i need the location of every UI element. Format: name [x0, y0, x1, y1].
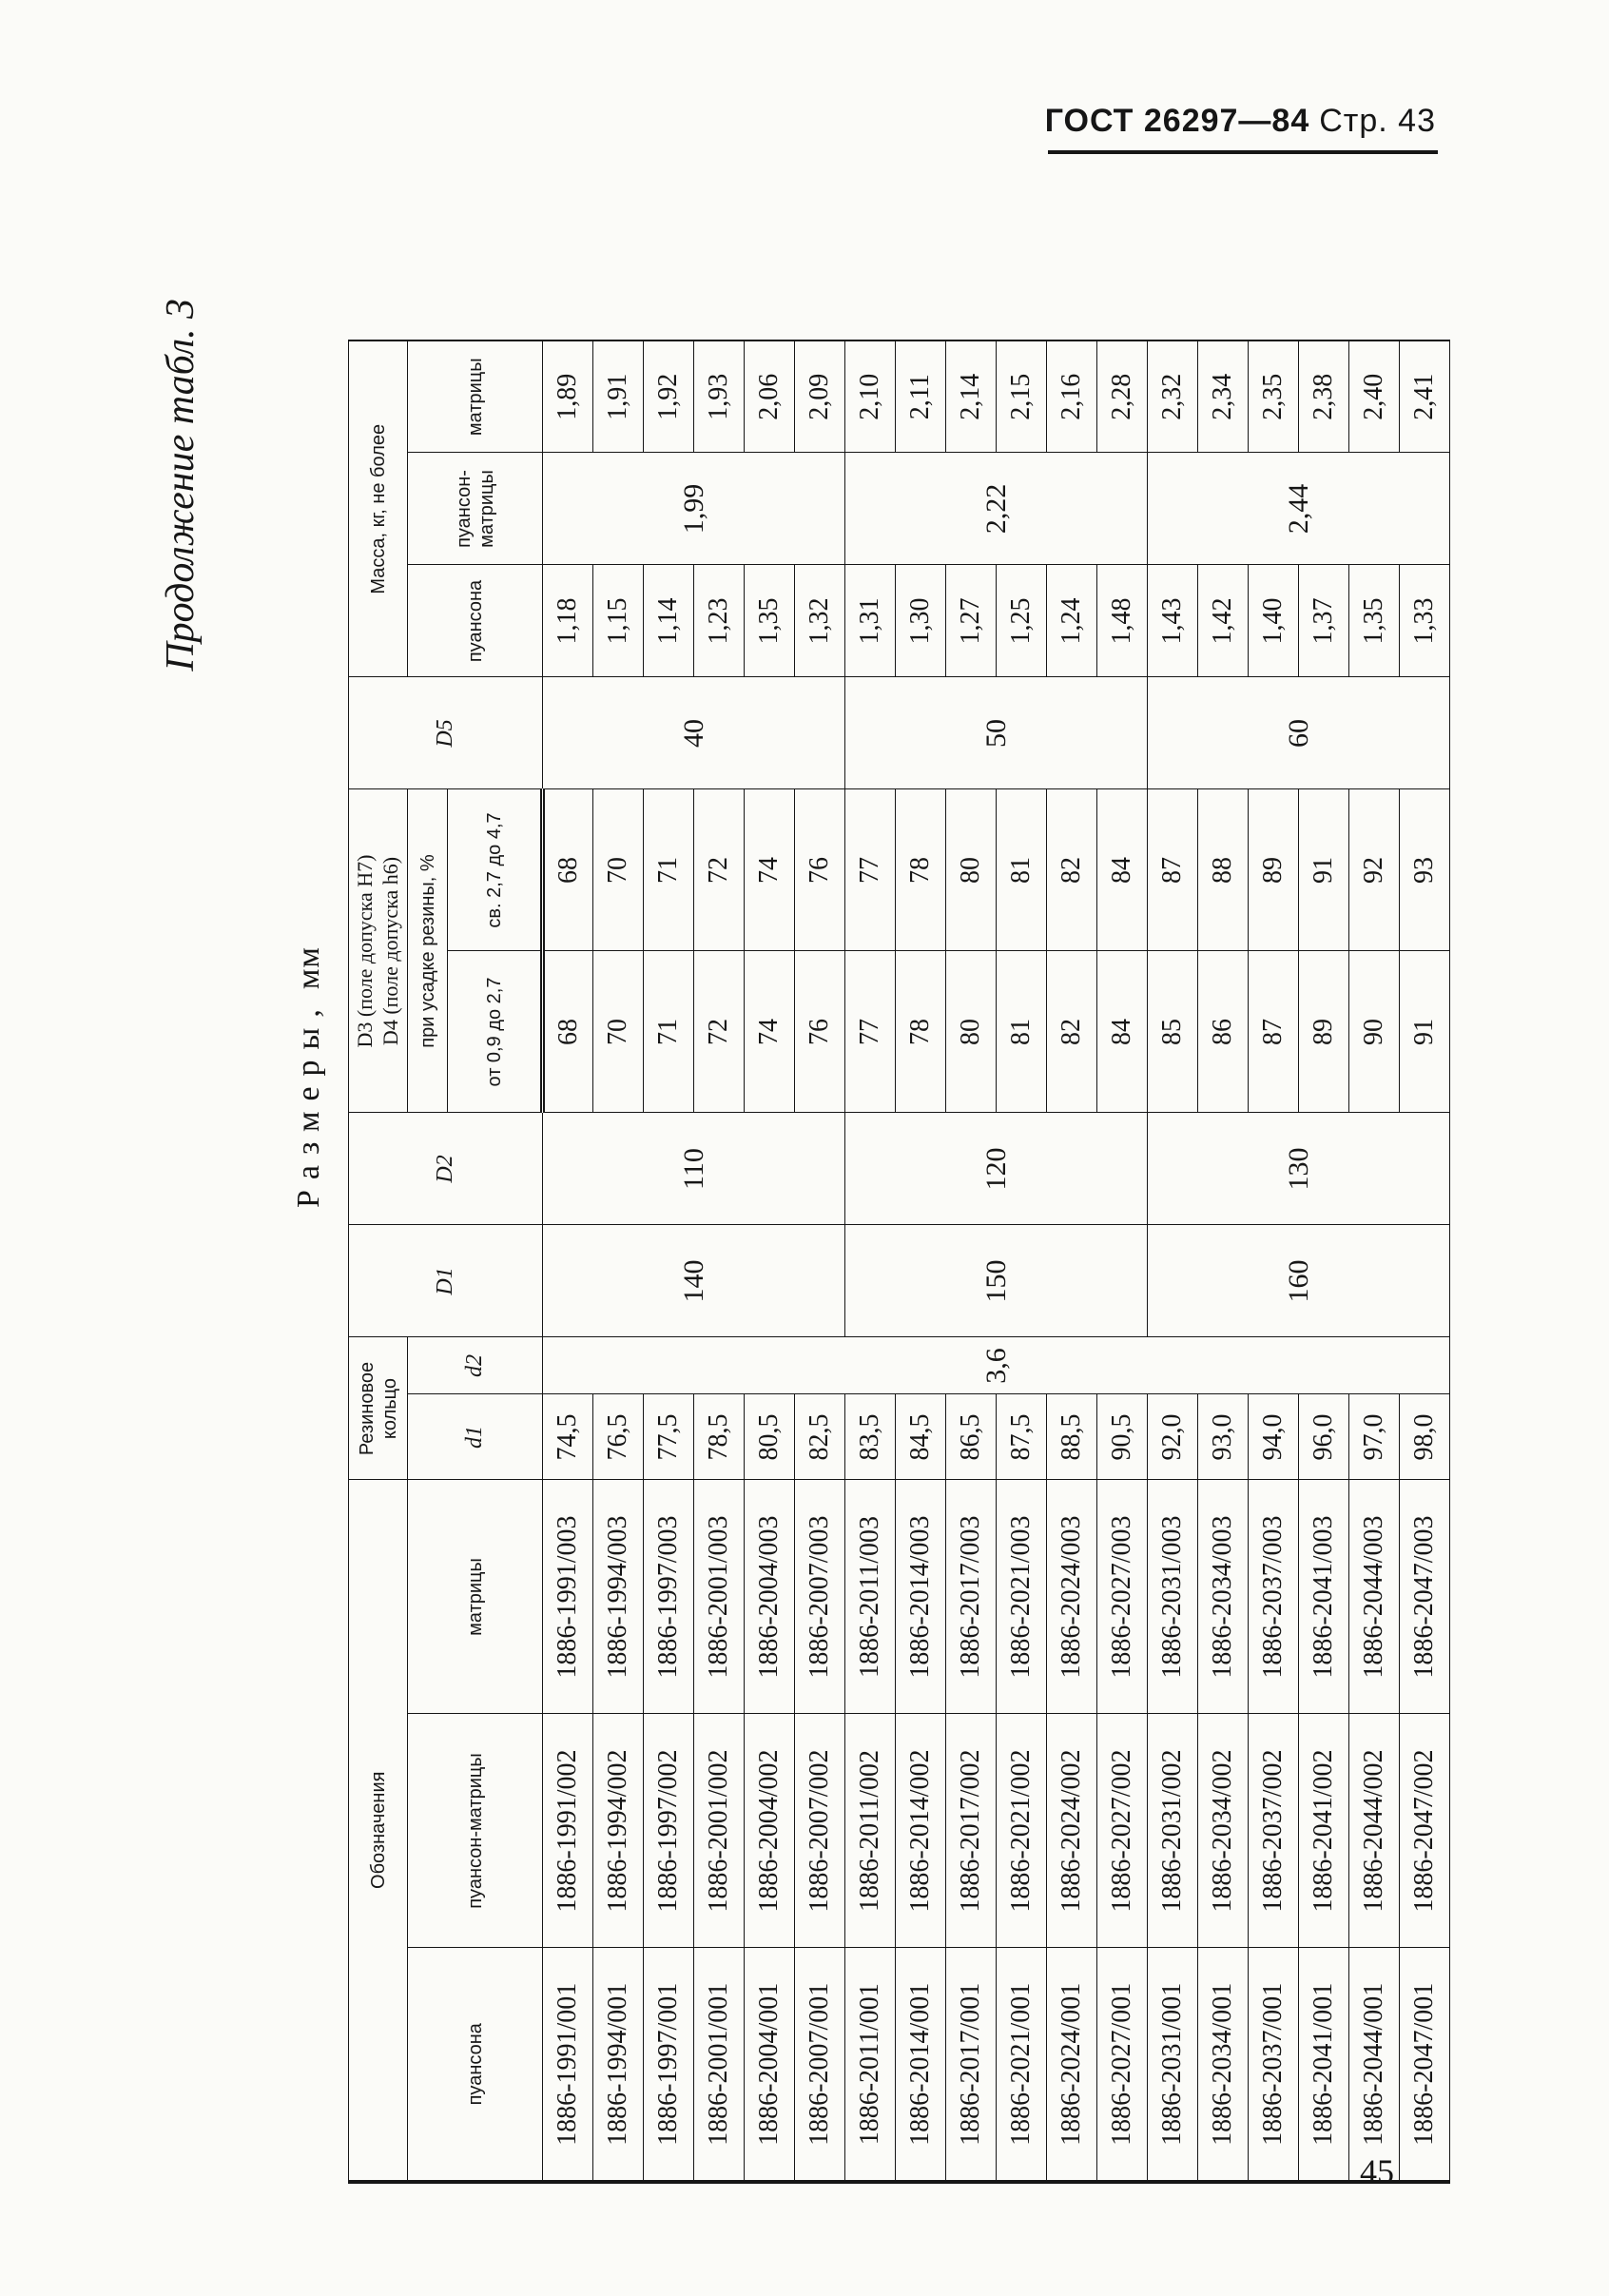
punch-die-designation: 1886-2027/002 [1097, 1714, 1148, 1948]
mass-punch-value: 1,32 [795, 565, 845, 677]
page-label: Стр. 43 [1319, 103, 1436, 139]
mass-punch-value: 1,18 [543, 565, 593, 677]
D2-header: D2 [349, 1113, 543, 1225]
ring-d1-value: 88,5 [1047, 1394, 1097, 1480]
punch-designation: 1886-2011/001 [845, 1948, 896, 2182]
punch-designation: 1886-2014/001 [896, 1948, 946, 2182]
D3-high-shrink-value: 87 [1148, 789, 1198, 951]
D1-value: 140 [543, 1225, 845, 1337]
die-designation: 1886-2014/003 [896, 1480, 946, 1714]
header-rule [1048, 150, 1438, 154]
standard-number: ГОСТ 26297—84 [1044, 103, 1310, 139]
D1-header: D1 [349, 1225, 543, 1337]
punch-die-designation: 1886-2031/002 [1148, 1714, 1198, 1948]
mass-punch-die-header: пуансон-матрицы [408, 453, 543, 565]
ring-d1-value: 83,5 [845, 1394, 896, 1480]
D3-D4-header: D3 (поле допуска H7) D4 (поле допуска h6) [349, 789, 408, 1113]
mass-punch-header: пуансона [408, 565, 543, 677]
die-designation: 1886-2047/003 [1400, 1480, 1450, 1714]
punch-die-designation: 1886-1997/002 [644, 1714, 694, 1948]
dimensions-table [348, 340, 1450, 2184]
die-designation: 1886-2034/003 [1198, 1480, 1249, 1714]
D3-high-shrink-value: 78 [896, 789, 946, 951]
mass-header: Масса, кг, не более [349, 341, 408, 677]
D2-value: 110 [543, 1113, 845, 1225]
mass-punch-value: 1,35 [745, 565, 795, 677]
shrink-low-header: от 0,9 до 2,7 [448, 951, 543, 1113]
mass-die-value: 2,28 [1097, 341, 1148, 453]
punch-designation: 1886-2027/001 [1097, 1948, 1148, 2182]
ring-header: Резиновое кольцо [349, 1337, 408, 1480]
D3-low-shrink-value: 74 [745, 951, 795, 1113]
mass-die-value: 1,92 [644, 341, 694, 453]
mass-punch-value: 1,31 [845, 565, 896, 677]
die-designation: 1886-2031/003 [1148, 1480, 1198, 1714]
mass-die-value: 2,41 [1400, 341, 1450, 453]
page-header [1045, 103, 1436, 140]
die-designation: 1886-2037/003 [1249, 1480, 1299, 1714]
die-designation: 1886-2017/003 [946, 1480, 997, 1714]
die-designation: 1886-1997/003 [644, 1480, 694, 1714]
D3-low-shrink-value: 72 [694, 951, 745, 1113]
die-designation: 1886-2024/003 [1047, 1480, 1097, 1714]
D1-value: 150 [845, 1225, 1148, 1337]
punch-die-designation: 1886-2024/002 [1047, 1714, 1097, 1948]
mass-punch-die-value: 2,22 [845, 453, 1148, 565]
ring-d2-value: 3,6 [543, 1337, 1450, 1394]
D3-low-shrink-value: 84 [1097, 951, 1148, 1113]
punch-die-designation: 1886-1994/002 [593, 1714, 644, 1948]
mass-punch-value: 1,25 [997, 565, 1047, 677]
mass-die-value: 2,09 [795, 341, 845, 453]
D3-high-shrink-value: 77 [845, 789, 896, 951]
mass-die-value: 2,34 [1198, 341, 1249, 453]
punch-designation: 1886-2034/001 [1198, 1948, 1249, 2182]
D3-low-shrink-value: 78 [896, 951, 946, 1113]
ring-d1-value: 84,5 [896, 1394, 946, 1480]
punch-designation: 1886-2004/001 [745, 1948, 795, 2182]
D3-high-shrink-value: 80 [946, 789, 997, 951]
die-header: матрицы [408, 1480, 543, 1714]
D3-high-shrink-value: 74 [745, 789, 795, 951]
mass-punch-value: 1,43 [1148, 565, 1198, 677]
punch-designation: 1886-2047/001 [1400, 1948, 1450, 2182]
D3-low-shrink-value: 87 [1249, 951, 1299, 1113]
rotated-table-area [148, 285, 1470, 2207]
D5-value: 50 [845, 677, 1148, 789]
punch-designation: 1886-2031/001 [1148, 1948, 1198, 2182]
D3-low-shrink-value: 85 [1148, 951, 1198, 1113]
punch-designation: 1886-1991/001 [543, 1948, 593, 2182]
punch-die-designation: 1886-2007/002 [795, 1714, 845, 1948]
designations-header: Обозначения [349, 1480, 408, 2182]
mass-punch-value: 1,30 [896, 565, 946, 677]
mass-die-value: 1,91 [593, 341, 644, 453]
punch-die-designation: 1886-2021/002 [997, 1714, 1047, 1948]
mass-punch-value: 1,33 [1400, 565, 1450, 677]
D3-high-shrink-value: 88 [1198, 789, 1249, 951]
D5-value: 40 [543, 677, 845, 789]
D3-high-shrink-value: 72 [694, 789, 745, 951]
mass-die-value: 2,32 [1148, 341, 1198, 453]
die-designation: 1886-2001/003 [694, 1480, 745, 1714]
page-number: 45 [1360, 2152, 1394, 2190]
mass-punch-value: 1,40 [1249, 565, 1299, 677]
mass-die-value: 2,10 [845, 341, 896, 453]
D3-low-shrink-value: 86 [1198, 951, 1249, 1113]
D3-low-shrink-value: 76 [795, 951, 845, 1113]
D3-low-shrink-value: 68 [543, 951, 593, 1113]
D3-high-shrink-value: 81 [997, 789, 1047, 951]
die-designation: 1886-2044/003 [1349, 1480, 1400, 1714]
ring-d1-value: 82,5 [795, 1394, 845, 1480]
D2-value: 120 [845, 1113, 1148, 1225]
die-designation: 1886-2007/003 [795, 1480, 845, 1714]
D3-low-shrink-value: 77 [845, 951, 896, 1113]
die-designation: 1886-2011/003 [845, 1480, 896, 1714]
D3-low-shrink-value: 80 [946, 951, 997, 1113]
D3-high-shrink-value: 70 [593, 789, 644, 951]
mass-punch-value: 1,23 [694, 565, 745, 677]
punch-designation: 1886-2017/001 [946, 1948, 997, 2182]
punch-die-designation: 1886-1991/002 [543, 1714, 593, 1948]
ring-d1-value: 77,5 [644, 1394, 694, 1480]
D3-high-shrink-value: 82 [1047, 789, 1097, 951]
mass-die-value: 2,11 [896, 341, 946, 453]
die-designation: 1886-2041/003 [1299, 1480, 1349, 1714]
shrink-high-header: св. 2,7 до 4,7 [448, 789, 543, 951]
D3-high-shrink-value: 91 [1299, 789, 1349, 951]
mass-die-value: 2,38 [1299, 341, 1349, 453]
punch-die-header: пуансон-матрицы [408, 1714, 543, 1948]
mass-punch-value: 1,42 [1198, 565, 1249, 677]
D3-low-shrink-value: 81 [997, 951, 1047, 1113]
punch-die-designation: 1886-2044/002 [1349, 1714, 1400, 1948]
ring-d1-value: 93,0 [1198, 1394, 1249, 1480]
D3-low-shrink-value: 90 [1349, 951, 1400, 1113]
punch-die-designation: 1886-2034/002 [1198, 1714, 1249, 1948]
D3-high-shrink-value: 92 [1349, 789, 1400, 951]
table-body [543, 341, 1450, 2182]
punch-designation: 1886-1994/001 [593, 1948, 644, 2182]
D5-header: D5 [349, 677, 543, 789]
punch-die-designation: 1886-2047/002 [1400, 1714, 1450, 1948]
table-row [845, 341, 896, 2182]
ring-d1-value: 78,5 [694, 1394, 745, 1480]
punch-designation: 1886-2037/001 [1249, 1948, 1299, 2182]
mass-die-header: матрицы [408, 341, 543, 453]
punch-designation: 1886-2007/001 [795, 1948, 845, 2182]
shrink-header: при усадке резины, % [408, 789, 448, 1113]
mass-punch-value: 1,27 [946, 565, 997, 677]
D3-high-shrink-value: 71 [644, 789, 694, 951]
D3-high-shrink-value: 93 [1400, 789, 1450, 951]
D3-high-shrink-value: 89 [1249, 789, 1299, 951]
punch-die-designation: 1886-2011/002 [845, 1714, 896, 1948]
d2-header: d2 [408, 1337, 543, 1394]
punch-header: пуансона [408, 1948, 543, 2182]
mass-punch-value: 1,48 [1097, 565, 1148, 677]
mass-die-value: 2,06 [745, 341, 795, 453]
punch-die-designation: 1886-2004/002 [745, 1714, 795, 1948]
ring-d1-value: 74,5 [543, 1394, 593, 1480]
die-designation: 1886-2021/003 [997, 1480, 1047, 1714]
ring-d1-value: 86,5 [946, 1394, 997, 1480]
mass-die-value: 2,40 [1349, 341, 1400, 453]
mass-die-value: 2,15 [997, 341, 1047, 453]
mass-punch-value: 1,15 [593, 565, 644, 677]
mass-punch-die-value: 1,99 [543, 453, 845, 565]
die-designation: 1886-2004/003 [745, 1480, 795, 1714]
D1-value: 160 [1148, 1225, 1450, 1337]
mass-die-value: 2,14 [946, 341, 997, 453]
D3-low-shrink-value: 70 [593, 951, 644, 1113]
mass-die-value: 1,89 [543, 341, 593, 453]
mass-punch-value: 1,35 [1349, 565, 1400, 677]
punch-die-designation: 1886-2001/002 [694, 1714, 745, 1948]
punch-designation: 1886-2024/001 [1047, 1948, 1097, 2182]
ring-d1-value: 90,5 [1097, 1394, 1148, 1480]
D3-low-shrink-value: 71 [644, 951, 694, 1113]
mass-die-value: 2,16 [1047, 341, 1097, 453]
D3-high-shrink-value: 68 [543, 789, 593, 951]
D2-value: 130 [1148, 1113, 1450, 1225]
die-designation: 1886-1994/003 [593, 1480, 644, 1714]
punch-designation: 1886-1997/001 [644, 1948, 694, 2182]
mass-die-value: 2,35 [1249, 341, 1299, 453]
continuation-label: Продолжение табл. 3 [159, 299, 203, 671]
D3-low-shrink-value: 91 [1400, 951, 1450, 1113]
punch-designation: 1886-2044/001 [1349, 1948, 1400, 2182]
die-designation: 1886-1991/003 [543, 1480, 593, 1714]
D3-high-shrink-value: 84 [1097, 789, 1148, 951]
mass-punch-value: 1,37 [1299, 565, 1349, 677]
D3-high-shrink-value: 76 [795, 789, 845, 951]
punch-die-designation: 1886-2041/002 [1299, 1714, 1349, 1948]
D5-value: 60 [1148, 677, 1450, 789]
table-row [1148, 341, 1198, 2182]
d1-header: d1 [408, 1394, 543, 1480]
mass-die-value: 1,93 [694, 341, 745, 453]
punch-designation: 1886-2041/001 [1299, 1948, 1349, 2182]
dimensions-title: Размеры,мм [291, 946, 326, 1208]
mass-punch-value: 1,14 [644, 565, 694, 677]
mass-punch-value: 1,24 [1047, 565, 1097, 677]
ring-d1-value: 94,0 [1249, 1394, 1299, 1480]
ring-d1-value: 96,0 [1299, 1394, 1349, 1480]
punch-die-designation: 1886-2014/002 [896, 1714, 946, 1948]
ring-d1-value: 98,0 [1400, 1394, 1450, 1480]
punch-die-designation: 1886-2037/002 [1249, 1714, 1299, 1948]
ring-d1-value: 97,0 [1349, 1394, 1400, 1480]
D3-low-shrink-value: 82 [1047, 951, 1097, 1113]
punch-die-designation: 1886-2017/002 [946, 1714, 997, 1948]
table-row [543, 341, 593, 2182]
punch-designation: 1886-2021/001 [997, 1948, 1047, 2182]
ring-d1-value: 87,5 [997, 1394, 1047, 1480]
ring-d1-value: 92,0 [1148, 1394, 1198, 1480]
punch-designation: 1886-2001/001 [694, 1948, 745, 2182]
mass-punch-die-value: 2,44 [1148, 453, 1450, 565]
ring-d1-value: 76,5 [593, 1394, 644, 1480]
D3-low-shrink-value: 89 [1299, 951, 1349, 1113]
ring-d1-value: 80,5 [745, 1394, 795, 1480]
die-designation: 1886-2027/003 [1097, 1480, 1148, 1714]
